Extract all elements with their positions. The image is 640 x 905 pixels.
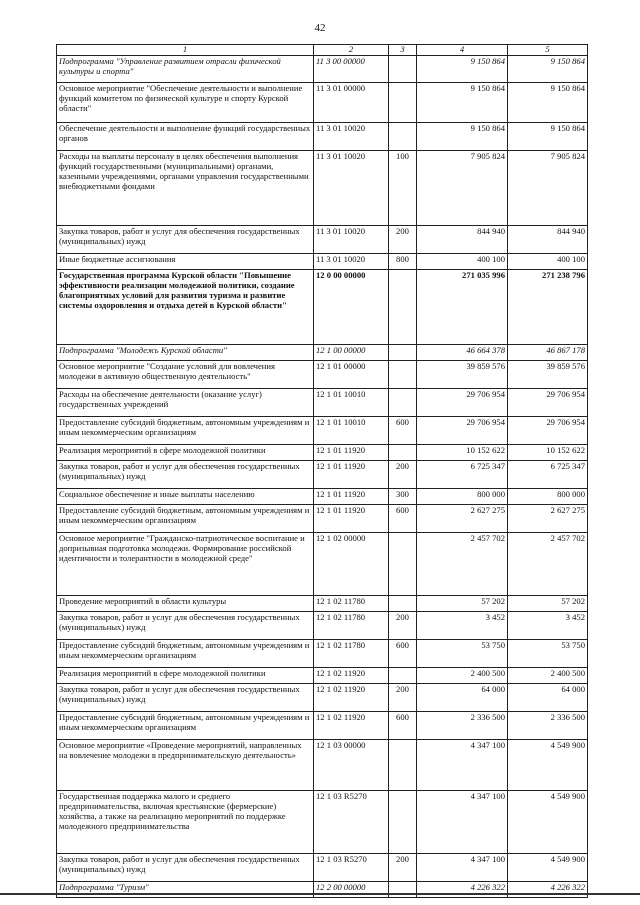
- header-cell: 3: [389, 45, 417, 56]
- amount-year2-cell: 39 859 576: [508, 360, 588, 388]
- amount-year2-cell: 2 627 275: [508, 504, 588, 532]
- name-cell: Основное мероприятие «Проведение мероприятий, направленных на вовлечение молодежи в предпринимательскую деятельность»: [57, 739, 314, 790]
- code-cell: 11 3 00 00000: [314, 55, 389, 82]
- amount-year1-cell: 29 706 954: [417, 388, 508, 416]
- table-row: [57, 504, 588, 532]
- amount-year1-cell: 10 152 622: [417, 444, 508, 460]
- amount-year1-cell: 9 150 864: [417, 122, 508, 150]
- name-cell: Расходы на выплаты персоналу в целях обеспечения выполнения функций государственными (муниципальными) органами, казенными учреждениями, органами управления государственными внебюджетными фондами: [57, 150, 314, 225]
- code-cell: 12 1 03 R5270: [314, 853, 389, 881]
- expense-type-cell: [389, 739, 417, 790]
- expense-type-cell: 800: [389, 253, 417, 269]
- amount-year1-cell: 4 347 100: [417, 790, 508, 853]
- bottom-rule: [0, 893, 640, 895]
- table-row: [57, 639, 588, 667]
- amount-year1-cell: 9 150 864: [417, 82, 508, 122]
- amount-year2-cell: 2 336 500: [508, 711, 588, 739]
- name-cell: Подпрограмма "Туризм": [57, 881, 314, 897]
- page-number: 42: [314, 22, 326, 34]
- name-cell: Закупка товаров, работ и услуг для обеспечения государственных (муниципальных) нужд: [57, 460, 314, 488]
- expense-type-cell: [389, 595, 417, 611]
- expense-type-cell: 200: [389, 683, 417, 711]
- name-cell: Реализация мероприятий в сфере молодежной политики: [57, 444, 314, 460]
- amount-year1-cell: 2 457 702: [417, 532, 508, 595]
- name-cell: Основное мероприятие "Создание условий для вовлечения молодежи в активную общественную деятельность": [57, 360, 314, 388]
- table-row: [57, 611, 588, 639]
- name-cell: Обеспечение деятельности и выполнение функций государственных органов: [57, 122, 314, 150]
- name-cell: Социальное обеспечение и иные выплаты населению: [57, 488, 314, 504]
- code-cell: 12 1 03 00000: [314, 739, 389, 790]
- expense-type-cell: [389, 344, 417, 360]
- table-row: [57, 444, 588, 460]
- code-cell: 12 1 02 11780: [314, 639, 389, 667]
- amount-year2-cell: 2 457 702: [508, 532, 588, 595]
- code-cell: 12 2 00 00000: [314, 881, 389, 897]
- name-cell: Иные бюджетные ассигнования: [57, 253, 314, 269]
- name-cell: Основное мероприятие "Обеспечение деятельности и выполнение функций комитетом по физической культуре и спорту Курской области": [57, 82, 314, 122]
- amount-year1-cell: 53 750: [417, 639, 508, 667]
- code-cell: 12 1 02 11920: [314, 711, 389, 739]
- table-row: [57, 532, 588, 595]
- expense-type-cell: [389, 269, 417, 344]
- code-cell: 11 3 01 00000: [314, 82, 389, 122]
- code-cell: 12 0 00 00000: [314, 269, 389, 344]
- name-cell: Подпрограмма "Молодежь Курской области": [57, 344, 314, 360]
- code-cell: 12 1 02 11920: [314, 667, 389, 683]
- code-cell: 11 3 01 10020: [314, 225, 389, 253]
- code-cell: 12 1 01 10010: [314, 388, 389, 416]
- name-cell: Государственная поддержка малого и среднего предпринимательства, включая крестьянские (фермерские) хозяйства, а также на реализацию мероприятий по поддержке молодежного предпринимательства: [57, 790, 314, 853]
- table-row: [57, 360, 588, 388]
- expense-type-cell: [389, 55, 417, 82]
- amount-year2-cell: 4 226 322: [508, 881, 588, 897]
- amount-year1-cell: 9 150 864: [417, 55, 508, 82]
- expense-type-cell: 600: [389, 416, 417, 444]
- table-row: [57, 683, 588, 711]
- amount-year2-cell: 4 549 900: [508, 790, 588, 853]
- amount-year2-cell: 9 150 864: [508, 55, 588, 82]
- header-cell: 2: [314, 45, 389, 56]
- amount-year2-cell: 29 706 954: [508, 388, 588, 416]
- table-row: [57, 460, 588, 488]
- amount-year2-cell: 2 400 500: [508, 667, 588, 683]
- table-row: [57, 388, 588, 416]
- code-cell: 12 1 02 00000: [314, 532, 389, 595]
- table-row: [57, 739, 588, 790]
- header-row: [57, 45, 588, 56]
- table-body: [57, 55, 588, 897]
- amount-year2-cell: 7 905 824: [508, 150, 588, 225]
- table-row: [57, 595, 588, 611]
- amount-year1-cell: 844 940: [417, 225, 508, 253]
- expense-type-cell: [389, 532, 417, 595]
- name-cell: Предоставление субсидий бюджетным, автономным учреждениям и иным некоммерческим организациям: [57, 639, 314, 667]
- amount-year2-cell: 9 150 864: [508, 82, 588, 122]
- code-cell: 12 1 02 11780: [314, 611, 389, 639]
- amount-year2-cell: 800 000: [508, 488, 588, 504]
- name-cell: Предоставление субсидий бюджетным, автономным учреждениям и иным некоммерческим организациям: [57, 416, 314, 444]
- expense-type-cell: [389, 122, 417, 150]
- amount-year2-cell: 844 940: [508, 225, 588, 253]
- table-row: [57, 488, 588, 504]
- table-row: [57, 853, 588, 881]
- amount-year2-cell: 57 202: [508, 595, 588, 611]
- table-row: [57, 344, 588, 360]
- name-cell: Предоставление субсидий бюджетным, автономным учреждениям и иным некоммерческим организациям: [57, 711, 314, 739]
- expense-type-cell: 300: [389, 488, 417, 504]
- expense-type-cell: [389, 881, 417, 897]
- name-cell: Предоставление субсидий бюджетным, автономным учреждениям и иным некоммерческим организациям: [57, 504, 314, 532]
- header-cell: 4: [417, 45, 508, 56]
- expense-type-cell: [389, 82, 417, 122]
- name-cell: Государственная программа Курской области "Повышение эффективности реализации молодежной политики, создание благоприятных условий для развития туризма и развитие системы оздоровления и отдыха детей в Курской области": [57, 269, 314, 344]
- amount-year1-cell: 46 664 378: [417, 344, 508, 360]
- expense-type-cell: 100: [389, 150, 417, 225]
- amount-year1-cell: 39 859 576: [417, 360, 508, 388]
- table-row: [57, 122, 588, 150]
- amount-year1-cell: 2 336 500: [417, 711, 508, 739]
- expense-type-cell: [389, 444, 417, 460]
- amount-year1-cell: 7 905 824: [417, 150, 508, 225]
- name-cell: Закупка товаров, работ и услуг для обеспечения государственных (муниципальных) нужд: [57, 611, 314, 639]
- table-row: [57, 790, 588, 853]
- name-cell: Основное мероприятие "Гражданско-патриотическое воспитание и допризывная подготовка молодежи. Формирование российской идентичности и толерантности в молодежной среде": [57, 532, 314, 595]
- expense-type-cell: [389, 790, 417, 853]
- name-cell: Подпрограмма "Управление развитием отрасли физической культуры и спорта": [57, 55, 314, 82]
- name-cell: Закупка товаров, работ и услуг для обеспечения государственных (муниципальных) нужд: [57, 225, 314, 253]
- amount-year1-cell: 271 035 996: [417, 269, 508, 344]
- amount-year1-cell: 800 000: [417, 488, 508, 504]
- amount-year1-cell: 64 000: [417, 683, 508, 711]
- code-cell: 12 1 01 00000: [314, 360, 389, 388]
- table-row: [57, 881, 588, 897]
- code-cell: 11 3 01 10020: [314, 150, 389, 225]
- header-cell: 1: [57, 45, 314, 56]
- amount-year2-cell: 3 452: [508, 611, 588, 639]
- table-row: [57, 711, 588, 739]
- table-row: [57, 253, 588, 269]
- expense-type-cell: 200: [389, 460, 417, 488]
- expense-type-cell: 200: [389, 853, 417, 881]
- code-cell: 12 1 00 00000: [314, 344, 389, 360]
- amount-year1-cell: 6 725 347: [417, 460, 508, 488]
- code-cell: 12 1 01 11920: [314, 504, 389, 532]
- name-cell: Закупка товаров, работ и услуг для обеспечения государственных (муниципальных) нужд: [57, 853, 314, 881]
- expense-type-cell: 600: [389, 639, 417, 667]
- table-row: [57, 55, 588, 82]
- amount-year2-cell: 400 100: [508, 253, 588, 269]
- amount-year1-cell: 2 400 500: [417, 667, 508, 683]
- amount-year2-cell: 271 238 796: [508, 269, 588, 344]
- table-row: [57, 150, 588, 225]
- expense-type-cell: [389, 360, 417, 388]
- table-row: [57, 82, 588, 122]
- expense-type-cell: [389, 388, 417, 416]
- expense-type-cell: 600: [389, 504, 417, 532]
- expense-type-cell: [389, 667, 417, 683]
- amount-year1-cell: 2 627 275: [417, 504, 508, 532]
- expense-type-cell: 200: [389, 611, 417, 639]
- amount-year2-cell: 10 152 622: [508, 444, 588, 460]
- amount-year1-cell: 29 706 954: [417, 416, 508, 444]
- expense-type-cell: 600: [389, 711, 417, 739]
- amount-year1-cell: 400 100: [417, 253, 508, 269]
- name-cell: Расходы на обеспечение деятельности (оказание услуг) государственных учреждений: [57, 388, 314, 416]
- code-cell: 12 1 03 R5270: [314, 790, 389, 853]
- table-row: [57, 269, 588, 344]
- amount-year2-cell: 6 725 347: [508, 460, 588, 488]
- amount-year2-cell: 4 549 900: [508, 739, 588, 790]
- table-row: [57, 225, 588, 253]
- code-cell: 11 3 01 10020: [314, 253, 389, 269]
- amount-year1-cell: 4 347 100: [417, 739, 508, 790]
- code-cell: 11 3 01 10020: [314, 122, 389, 150]
- budget-table: [56, 44, 588, 898]
- amount-year2-cell: 46 867 178: [508, 344, 588, 360]
- code-cell: 12 1 01 11920: [314, 444, 389, 460]
- header-cell: 5: [508, 45, 588, 56]
- name-cell: Закупка товаров, работ и услуг для обеспечения государственных (муниципальных) нужд: [57, 683, 314, 711]
- expense-type-cell: 200: [389, 225, 417, 253]
- amount-year2-cell: 9 150 864: [508, 122, 588, 150]
- name-cell: Проведение мероприятий в области культуры: [57, 595, 314, 611]
- code-cell: 12 1 01 11920: [314, 488, 389, 504]
- amount-year2-cell: 53 750: [508, 639, 588, 667]
- amount-year1-cell: 3 452: [417, 611, 508, 639]
- amount-year1-cell: 4 226 322: [417, 881, 508, 897]
- code-cell: 12 1 02 11780: [314, 595, 389, 611]
- amount-year2-cell: 4 549 900: [508, 853, 588, 881]
- amount-year1-cell: 4 347 100: [417, 853, 508, 881]
- name-cell: Реализация мероприятий в сфере молодежной политики: [57, 667, 314, 683]
- code-cell: 12 1 01 10010: [314, 416, 389, 444]
- code-cell: 12 1 01 11920: [314, 460, 389, 488]
- amount-year1-cell: 57 202: [417, 595, 508, 611]
- table-row: [57, 416, 588, 444]
- amount-year2-cell: 29 706 954: [508, 416, 588, 444]
- code-cell: 12 1 02 11920: [314, 683, 389, 711]
- amount-year2-cell: 64 000: [508, 683, 588, 711]
- table-row: [57, 667, 588, 683]
